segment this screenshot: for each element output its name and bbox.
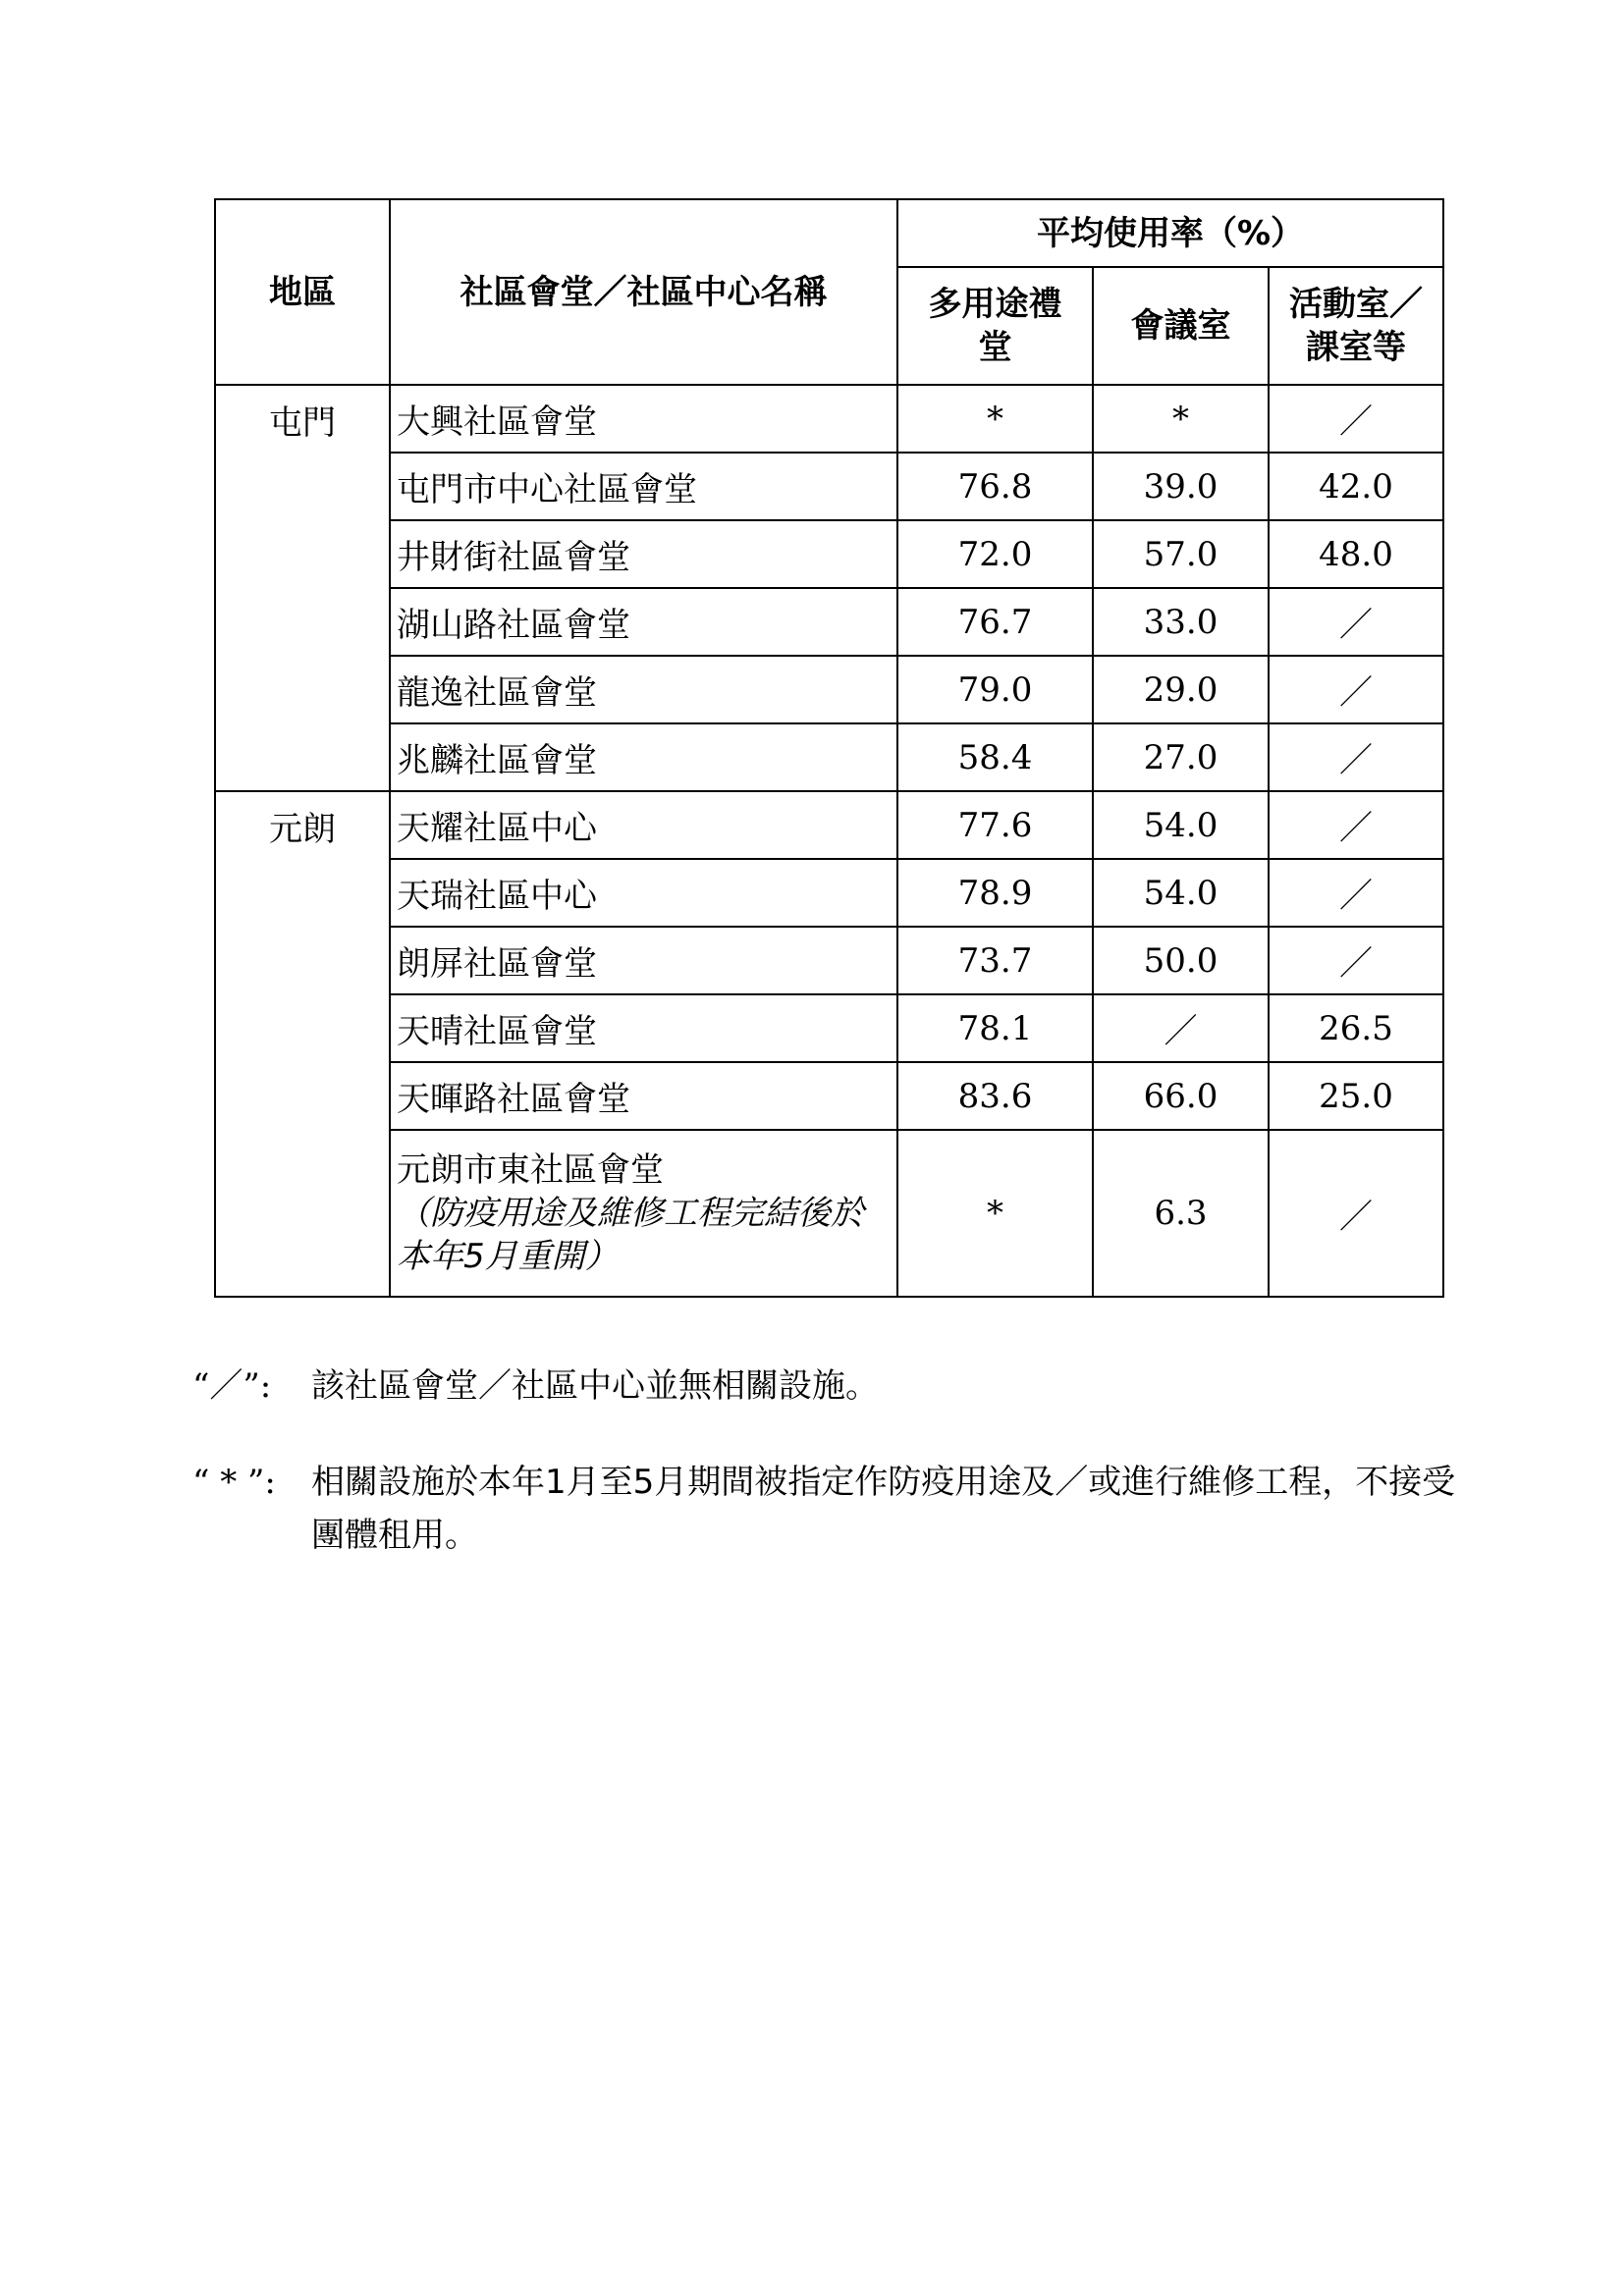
activity-room-value: ／ <box>1269 588 1443 656</box>
table-row <box>215 656 1443 723</box>
district-cell-continued <box>215 723 390 791</box>
table-row <box>215 520 1443 588</box>
activity-room-value: ／ <box>1269 656 1443 723</box>
conference-room-value: 54.0 <box>1093 859 1269 927</box>
multipurpose-hall-value: 77.6 <box>897 791 1093 859</box>
multipurpose-hall-value: 78.1 <box>897 994 1093 1062</box>
table-row <box>215 927 1443 994</box>
header-district: 地區 <box>215 199 390 385</box>
conference-room-value: * <box>1093 385 1269 453</box>
district-cell: 屯門 <box>215 385 390 453</box>
venue-name: 井財街社區會堂 <box>390 520 897 588</box>
conference-room-value: 39.0 <box>1093 453 1269 520</box>
activity-room-value: 25.0 <box>1269 1062 1443 1130</box>
multipurpose-hall-value: 76.7 <box>897 588 1093 656</box>
venue-name: 朗屏社區會堂 <box>390 927 897 994</box>
footnote-text: 該社區會堂／社區中心並無相關設施。 <box>311 1366 879 1406</box>
district-cell-continued <box>215 453 390 520</box>
venue-name: 兆麟社區會堂 <box>390 723 897 791</box>
header-name: 社區會堂／社區中心名稱 <box>390 199 897 385</box>
district-cell-continued <box>215 656 390 723</box>
district-cell-continued <box>215 859 390 927</box>
district-cell-continued <box>215 588 390 656</box>
table-row <box>215 1130 1443 1297</box>
district-cell-continued <box>215 927 390 994</box>
activity-room-value: ／ <box>1269 385 1443 453</box>
footnote-asterisk <box>192 1456 1469 1562</box>
activity-room-value: ／ <box>1269 723 1443 791</box>
activity-room-value: ／ <box>1269 927 1443 994</box>
activity-room-value: 26.5 <box>1269 994 1443 1062</box>
table-row <box>215 385 1443 453</box>
multipurpose-hall-value: * <box>897 1130 1093 1297</box>
activity-room-value: 48.0 <box>1269 520 1443 588</box>
conference-room-value: 33.0 <box>1093 588 1269 656</box>
footnotes <box>192 1360 1469 1605</box>
multipurpose-hall-value: 72.0 <box>897 520 1093 588</box>
table-row <box>215 791 1443 859</box>
activity-room-value: 42.0 <box>1269 453 1443 520</box>
activity-room-value: ／ <box>1269 1130 1443 1297</box>
conference-room-value: 54.0 <box>1093 791 1269 859</box>
footnote-mark: “／”: <box>192 1366 272 1406</box>
utilization-table <box>214 198 1444 1298</box>
table-row <box>215 859 1443 927</box>
conference-room-value: 57.0 <box>1093 520 1269 588</box>
footnote-mark: “ * ”: <box>192 1463 276 1502</box>
conference-room-value: 6.3 <box>1093 1130 1269 1297</box>
venue-name: 龍逸社區會堂 <box>390 656 897 723</box>
conference-room-value: 29.0 <box>1093 656 1269 723</box>
activity-room-value: ／ <box>1269 791 1443 859</box>
venue-name: 天耀社區中心 <box>390 791 897 859</box>
multipurpose-hall-value: 58.4 <box>897 723 1093 791</box>
district-cell-continued <box>215 994 390 1062</box>
multipurpose-hall-value: 79.0 <box>897 656 1093 723</box>
conference-room-value: ／ <box>1093 994 1269 1062</box>
conference-room-value: 50.0 <box>1093 927 1269 994</box>
multipurpose-hall-value: * <box>897 385 1093 453</box>
venue-name: 元朗市東社區會堂 <box>397 1150 664 1190</box>
header-usage-group: 平均使用率（%） <box>897 199 1443 267</box>
venue-name: 天瑞社區中心 <box>390 859 897 927</box>
venue-name: 天暉路社區會堂 <box>390 1062 897 1130</box>
footnote-text: 相關設施於本年1月至5月期間被指定作防疫用途及／或進行維修工程，不接受團體租用。 <box>311 1463 1456 1555</box>
header-multipurpose-hall: 多用途禮堂 <box>897 267 1093 385</box>
header-activity-room: 活動室／課室等 <box>1269 267 1443 385</box>
venue-name: 湖山路社區會堂 <box>390 588 897 656</box>
table-row <box>215 1062 1443 1130</box>
district-cell: 元朗 <box>215 791 390 859</box>
venue-reopening-note: （防疫用途及維修工程完結後於本年5月重開） <box>397 1194 864 1276</box>
venue-name-with-note <box>390 1130 897 1297</box>
venue-name: 屯門市中心社區會堂 <box>390 453 897 520</box>
footnote-slash <box>192 1360 1469 1413</box>
table-row <box>215 723 1443 791</box>
district-cell-continued <box>215 1062 390 1130</box>
district-cell-continued <box>215 1130 390 1297</box>
multipurpose-hall-value: 83.6 <box>897 1062 1093 1130</box>
activity-room-value: ／ <box>1269 859 1443 927</box>
venue-name: 大興社區會堂 <box>390 385 897 453</box>
header-conference-room: 會議室 <box>1093 267 1269 385</box>
multipurpose-hall-value: 76.8 <box>897 453 1093 520</box>
conference-room-value: 66.0 <box>1093 1062 1269 1130</box>
table-row <box>215 453 1443 520</box>
table-row <box>215 588 1443 656</box>
venue-name: 天晴社區會堂 <box>390 994 897 1062</box>
table-row <box>215 994 1443 1062</box>
district-cell-continued <box>215 520 390 588</box>
multipurpose-hall-value: 73.7 <box>897 927 1093 994</box>
conference-room-value: 27.0 <box>1093 723 1269 791</box>
multipurpose-hall-value: 78.9 <box>897 859 1093 927</box>
